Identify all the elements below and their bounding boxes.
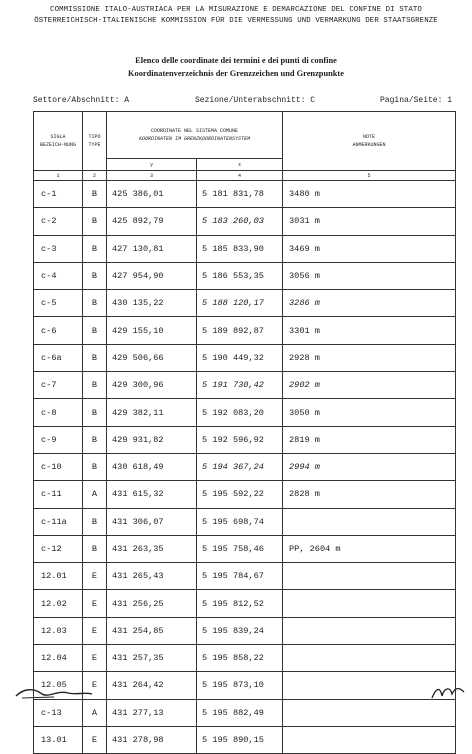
table-row [34,481,456,508]
note-cell [283,590,456,617]
tipo-cell: B [83,453,107,480]
note-cell: 2928 m [283,344,456,371]
x-coordinate-cell: 5 195 890,15 [197,726,283,753]
x-coordinate-cell: 5 194 367,24 [197,453,283,480]
tipo-cell: B [83,399,107,426]
page-label: Pagina/Seite: 1 [380,96,453,105]
tipo-cell: E [83,563,107,590]
list-title-italian: Elenco delle coordinate dei termini e dei punti di confine [135,56,337,65]
x-coordinate-cell: 5 195 784,67 [197,563,283,590]
coordinates-header-german: KOORDINATEN IM GRENZKOORDINATENSYSTEM [138,136,251,142]
table-row [34,699,456,726]
sigla-cell: 12.05 [34,672,83,699]
y-coordinate-cell: 431 278,98 [107,726,197,753]
sigla-cell: c-5 [34,290,83,317]
note-cell: 3031 m [283,208,456,235]
signature-mark-left [14,684,94,700]
sector-label: Settore/Abschnitt: A [33,96,130,105]
table-row [34,535,456,562]
table-row [34,563,456,590]
notes-header [283,112,456,171]
table-row [34,208,456,235]
sigla-cell: c-7 [34,372,83,399]
x-coordinate-cell: 5 185 833,90 [197,235,283,262]
y-coordinate-cell: 431 306,07 [107,508,197,535]
y-coordinate-cell: 429 506,66 [107,344,197,371]
tipo-cell: E [83,726,107,753]
x-coordinate-cell: 5 195 698,74 [197,508,283,535]
sigla-cell: 12.02 [34,590,83,617]
sigla-cell: 12.01 [34,563,83,590]
tipo-cell: B [83,290,107,317]
tipo-cell: B [83,317,107,344]
note-cell: 2902 m [283,372,456,399]
y-coordinate-cell: 431 277,13 [107,699,197,726]
note-cell: 3286 m [283,290,456,317]
note-cell [283,563,456,590]
tipo-cell: B [83,508,107,535]
note-cell: PP, 2604 m [283,535,456,562]
note-cell [283,726,456,753]
y-header: y [107,159,197,171]
table-row [34,672,456,699]
table-row [34,344,456,371]
table-row [34,317,456,344]
tipo-cell: B [83,235,107,262]
note-cell: 3469 m [283,235,456,262]
signature-mark-right [428,682,468,700]
tipo-cell: E [83,645,107,672]
x-coordinate-cell: 5 181 831,78 [197,181,283,208]
tipo-header [83,112,107,171]
y-coordinate-cell: 430 135,22 [107,290,197,317]
y-coordinate-cell: 431 254,85 [107,617,197,644]
table-row [34,290,456,317]
x-header: x [197,159,283,171]
y-coordinate-cell: 425 892,79 [107,208,197,235]
y-coordinate-cell: 431 264,42 [107,672,197,699]
table-row [34,181,456,208]
x-coordinate-cell: 5 189 892,87 [197,317,283,344]
x-coordinate-cell: 5 195 873,10 [197,672,283,699]
x-coordinate-cell: 5 195 812,52 [197,590,283,617]
x-coordinate-cell: 5 192 083,20 [197,399,283,426]
note-cell [283,645,456,672]
x-coordinate-cell: 5 188 120,17 [197,290,283,317]
tipo-cell: A [83,699,107,726]
tipo-cell: B [83,181,107,208]
tipo-cell: B [83,262,107,289]
sigla-cell: 13.01 [34,726,83,753]
note-cell [283,508,456,535]
y-coordinate-cell: 427 954,90 [107,262,197,289]
y-coordinate-cell: 431 263,35 [107,535,197,562]
x-coordinate-cell: 5 195 839,24 [197,617,283,644]
tipo-cell: B [83,372,107,399]
sigla-cell: c-4 [34,262,83,289]
column-number-2: 2 [83,171,107,181]
bezeichnung-header-label: BEZEICH-NUNG [39,142,76,148]
x-coordinate-cell: 5 190 449,32 [197,344,283,371]
x-coordinate-cell: 5 191 730,42 [197,372,283,399]
sigla-cell: c-6 [34,317,83,344]
coordinates-header [107,112,283,159]
table-row [34,453,456,480]
y-coordinate-cell: 429 931,82 [107,426,197,453]
y-coordinate-cell: 425 386,01 [107,181,197,208]
sigla-header-label: SIGLA [50,134,66,140]
sigla-cell: c-8 [34,399,83,426]
list-title-german: Koordinatenverzeichnis der Grenzzeichen und Grenzpunkte [128,69,344,78]
tipo-cell: E [83,672,107,699]
note-cell: 3301 m [283,317,456,344]
sigla-cell: c-1 [34,181,83,208]
sigla-cell: 12.03 [34,617,83,644]
type-header-label: TYPE [88,142,101,148]
note-cell [283,617,456,644]
sigla-cell: c-10 [34,453,83,480]
note-cell: 2819 m [283,426,456,453]
sigla-cell: 12.04 [34,645,83,672]
table-row [34,617,456,644]
tipo-cell: B [83,344,107,371]
sigla-cell: c-13 [34,699,83,726]
note-cell: 2828 m [283,481,456,508]
x-coordinate-cell: 5 192 596,92 [197,426,283,453]
y-coordinate-cell: 429 300,96 [107,372,197,399]
note-cell: 3050 m [283,399,456,426]
tipo-header-label: TIPO [88,134,101,140]
tipo-cell: B [83,208,107,235]
x-coordinate-cell: 5 195 758,46 [197,535,283,562]
y-coordinate-cell: 430 618,49 [107,453,197,480]
table-row [34,508,456,535]
column-number-1: 1 [34,171,83,181]
tipo-cell: B [83,535,107,562]
table-row [34,235,456,262]
tipo-cell: A [83,481,107,508]
sigla-cell: c-11a [34,508,83,535]
column-number-4: 4 [197,171,283,181]
coordinates-table [33,111,456,754]
tipo-cell: E [83,590,107,617]
notes-header-label: NOTE [362,134,375,140]
table-row [34,399,456,426]
subsection-label: Sezione/Unterabschnitt: C [195,96,316,105]
table-row [34,645,456,672]
y-coordinate-cell: 429 155,10 [107,317,197,344]
table-row [34,726,456,753]
y-coordinate-cell: 431 257,35 [107,645,197,672]
x-coordinate-cell: 5 183 260,03 [197,208,283,235]
table-row [34,372,456,399]
note-cell [283,699,456,726]
table-row [34,590,456,617]
x-coordinate-cell: 5 195 592,22 [197,481,283,508]
sigla-cell: c-2 [34,208,83,235]
y-coordinate-cell: 431 615,32 [107,481,197,508]
note-cell: 2994 m [283,453,456,480]
table-row [34,262,456,289]
tipo-cell: E [83,617,107,644]
column-number-5: 5 [283,171,456,181]
column-number-3: 3 [107,171,197,181]
sigla-cell: c-6a [34,344,83,371]
tipo-cell: B [83,426,107,453]
coordinates-header-italian: COORDINATE NEL SISTEMA COMUNE [150,128,238,134]
x-coordinate-cell: 5 195 858,22 [197,645,283,672]
anmerkungen-header-label: ANMERKUNGEN [352,142,386,148]
sigla-cell: c-12 [34,535,83,562]
y-coordinate-cell: 431 265,43 [107,563,197,590]
sigla-cell: c-11 [34,481,83,508]
y-coordinate-cell: 427 130,81 [107,235,197,262]
y-coordinate-cell: 431 256,25 [107,590,197,617]
commission-title-italian: COMMISSIONE ITALO-AUSTRIACA PER LA MISURAZIONE E DEMARCAZIONE DEL CONFINE DI STATO [50,6,422,14]
coordinates-table-body [34,181,456,754]
x-coordinate-cell: 5 195 882,49 [197,699,283,726]
sigla-cell: c-9 [34,426,83,453]
x-coordinate-cell: 5 186 553,35 [197,262,283,289]
sigla-header [34,112,83,171]
commission-title-german: ÖSTERREICHISCH-ITALIENISCHE KOMMISSION FÜR DIE VERMESSUNG UND VERMARKUNG DER STAATSGRENZE [34,17,438,25]
note-cell: 3056 m [283,262,456,289]
sigla-cell: c-3 [34,235,83,262]
note-cell: 3480 m [283,181,456,208]
table-row [34,426,456,453]
y-coordinate-cell: 429 382,11 [107,399,197,426]
